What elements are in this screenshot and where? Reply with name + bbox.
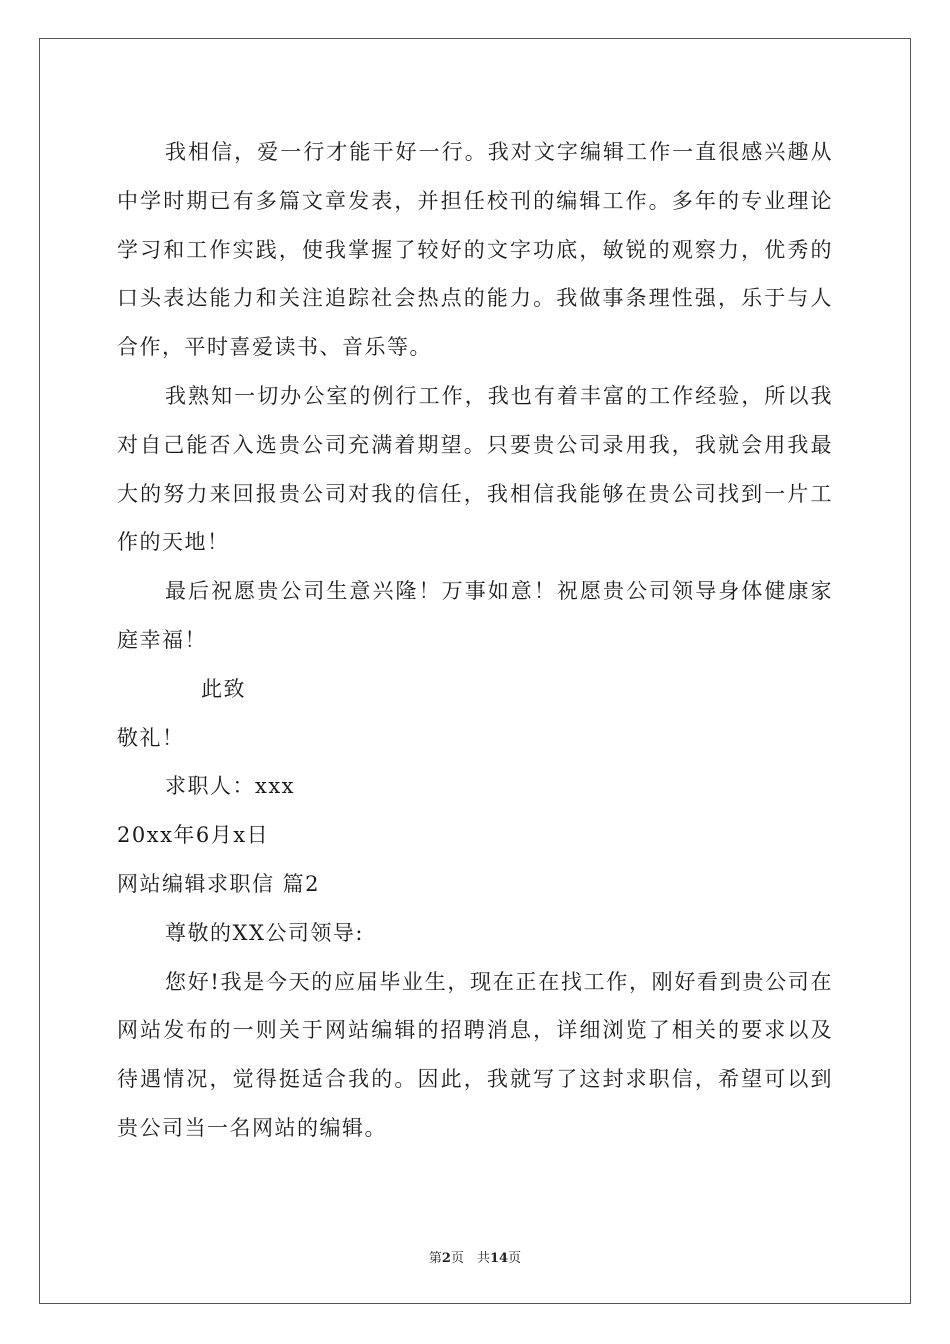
signature-date: 20xx年6月x日 [117,823,270,848]
closing-jingli: 敬礼！ [117,725,185,750]
footer-page-current: 2 [441,1251,451,1266]
paragraph-self-introduction: 我相信，爱一行才能干好一行。我对文字编辑工作一直很感兴趣从中学时期已有多篇文章发表，并担任校刊的编辑工作。多年的专业理论学习和工作实践，使我掌握了较好的文字功底，敏锐的观察力，优秀的口头表达能力和关注追踪社会热点的能力。我做事条理性强，乐于与人合作，平时喜爱读书、音乐等。 [117,140,833,360]
footer-page-total: 14 [489,1251,509,1266]
closing-cizhi: 此致 [201,676,246,701]
footer-page-mid: 页 共 [450,1251,490,1266]
section-heading-part2: 网站编辑求职信 篇2 [117,871,321,896]
signature-applicant: 求职人：xxx [165,774,296,799]
paragraph-wishes: 最后祝愿贵公司生意兴隆！万事如意！祝愿贵公司领导身体健康家庭幸福！ [117,579,833,652]
document-body [117,128,833,1153]
footer-page-prefix: 第 [428,1251,442,1266]
paragraph-introduction-part2: 您好!我是今天的应届毕业生，现在正在找工作，刚好看到贵公司在网站发布的一则关于网站编辑的招聘消息，详细浏览了相关的要求以及待遇情况，觉得挺适合我的。因此，我就写了这封求职信，希望可以到贵公司当一名网站的编辑。 [117,969,833,1140]
letter-greeting: 尊敬的XX公司领导: [165,920,364,945]
footer-page-suffix: 页 [508,1251,522,1266]
page-footer [0,1247,950,1266]
paragraph-experience: 我熟知一切办公室的例行工作，我也有着丰富的工作经验，所以我对自己能否入选贵公司充满着期望。只要贵公司录用我，我就会用我最大的努力来回报贵公司对我的信任，我相信我能够在贵公司找到一片工作的天地！ [117,383,833,555]
